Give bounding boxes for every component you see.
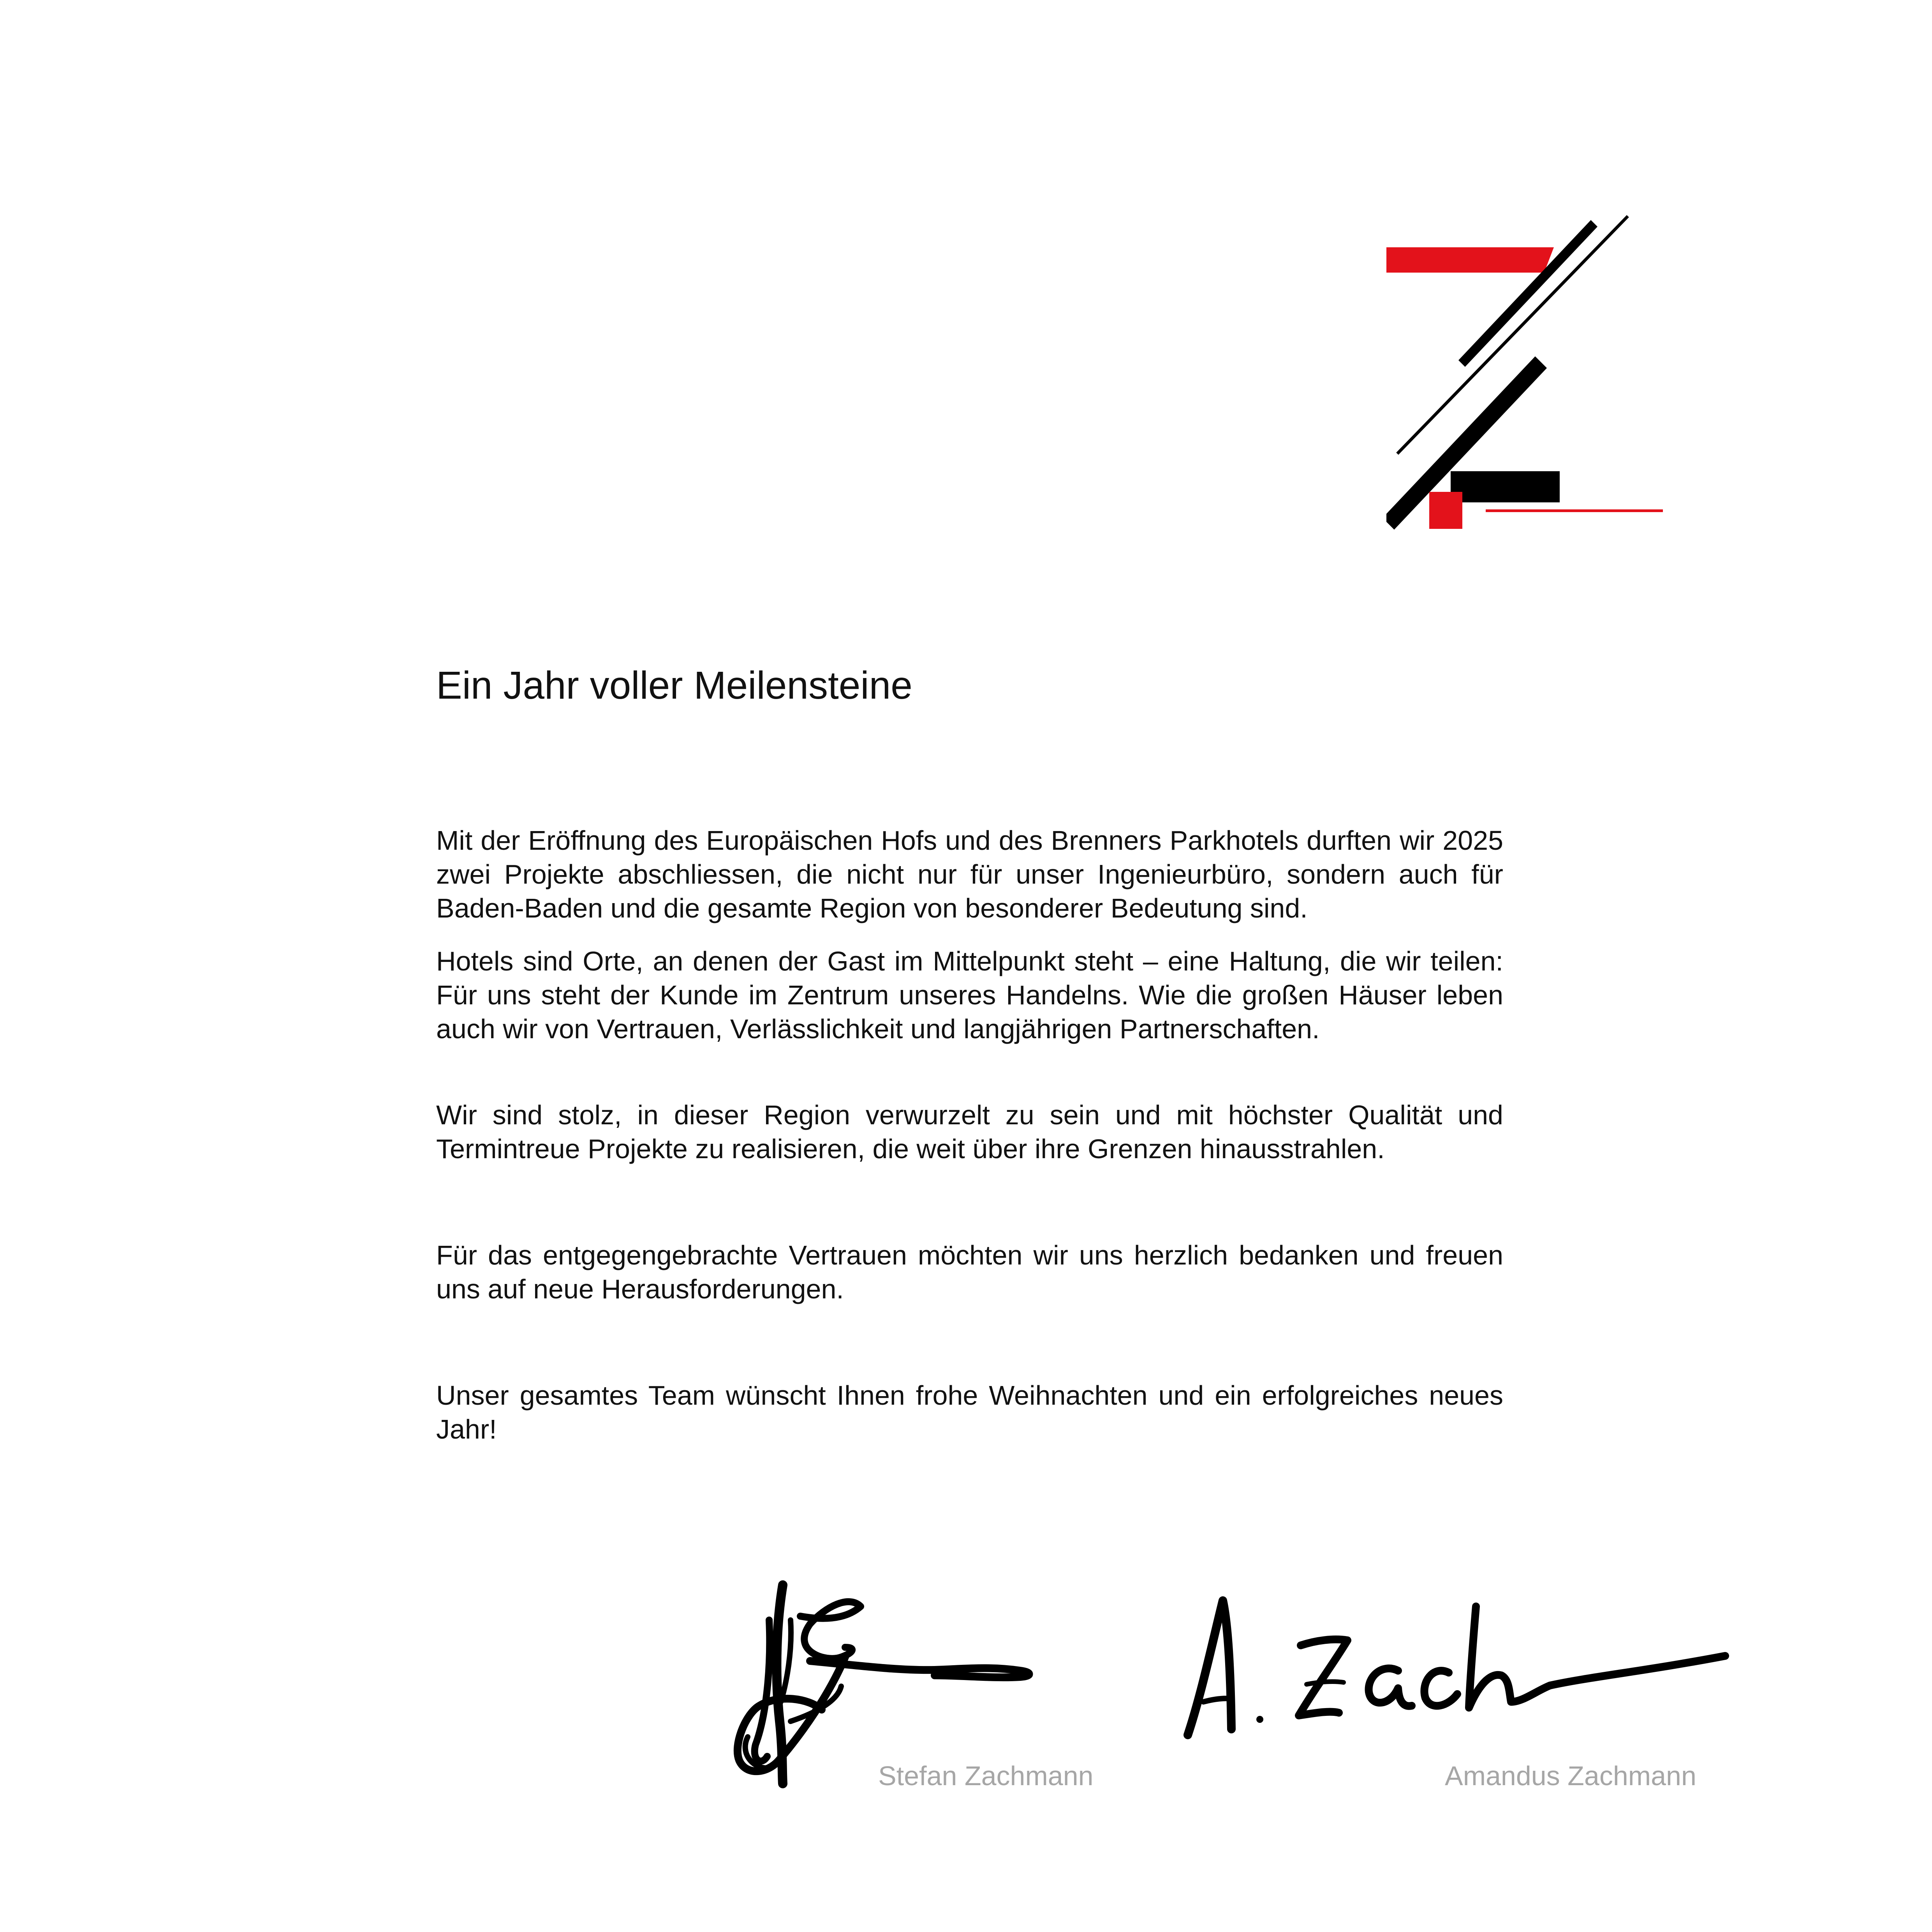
paragraph-opening: Mit der Eröffnung des Europäischen Hofs und des Brenners Parkhotels durften wir 2025 zwei Projekte abschliessen, die nicht nur für unser Ingenieurbüro, sondern auch für Baden-Baden und die gesamte Region von besonderer Bedeutung sind. (436, 825, 1503, 923)
z-logo-icon (1386, 206, 1675, 541)
signer-name-stefan: Stefan Zachmann (878, 1761, 1094, 1791)
signer-name-amandus: Amandus Zachmann (1445, 1761, 1696, 1791)
paragraph-thanks: Für das entgegengebrachte Vertrauen möchten wir uns herzlich bedanken und freuen uns auf neue Herausforderungen. (436, 1240, 1503, 1304)
letter-heading: Ein Jahr voller Meilensteine (436, 664, 912, 707)
signature-amandus-icon (1180, 1589, 1737, 1745)
paragraph-region: Wir sind stolz, in dieser Region verwurzelt zu sein und mit höchster Qualität und Termintreue Projekte zu realisieren, die weit über ihre Grenzen hinausstrahlen. (436, 1100, 1503, 1164)
paragraph-hotels: Hotels sind Orte, an denen der Gast im Mittelpunkt steht – eine Haltung, die wir teilen: Für uns steht der Kunde im Zentrum unseres Handelns. Wie die großen Häuser leben auch wir von Vertrauen, Verlässlichkeit und langjährigen Partnerschaften. (436, 946, 1503, 1044)
paragraph-greetings: Unser gesamtes Team wünscht Ihnen frohe Weihnachten und ein erfolgreiches neues Jahr! (436, 1380, 1503, 1444)
